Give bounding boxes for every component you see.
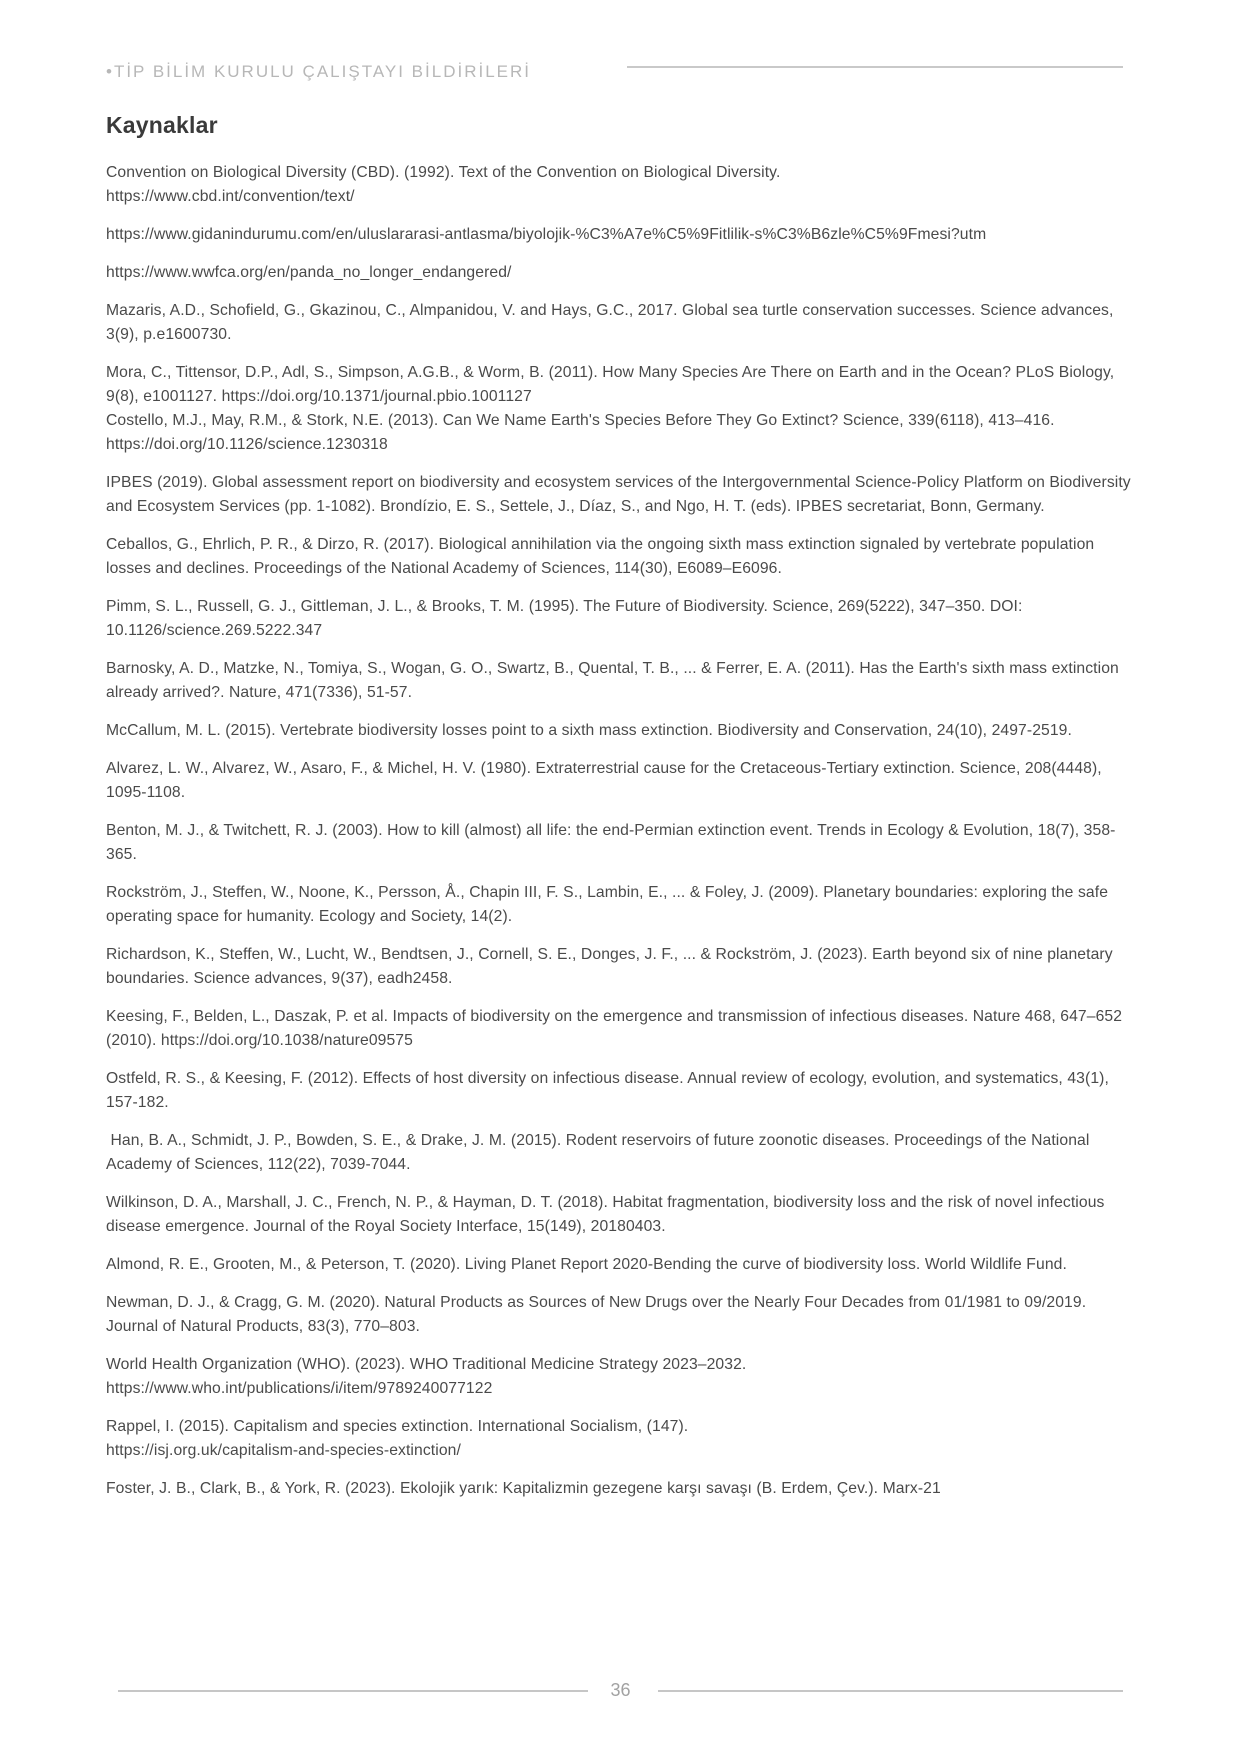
- reference-line: Mazaris, A.D., Schofield, G., Gkazinou, C., Almpanidou, V. and Hays, G.C., 2017. Global sea turtle conservation successes. Science advances, 3(9), p.e1600730.: [106, 302, 1118, 343]
- reference-line: Pimm, S. L., Russell, G. J., Gittleman, J. L., & Brooks, T. M. (1995). The Future of Biodiversity. Science, 269(5222), 347–350. DOI: 10.1126/science.269.5222.347: [106, 598, 1027, 639]
- content-column: [106, 112, 1138, 1515]
- reference-line: Rockström, J., Steffen, W., Noone, K., Persson, Å., Chapin III, F. S., Lambin, E., ... & Foley, J. (2009). Planetary boundaries: exploring the safe operating space for humanity. Ecology and Society, 14(2).: [106, 884, 1113, 925]
- reference-paragraph: [106, 1253, 1138, 1277]
- reference-paragraph: [106, 943, 1138, 991]
- header-rule: [627, 66, 1123, 68]
- reference-line: https://www.wwfca.org/en/panda_no_longer_endangered/: [106, 264, 512, 281]
- reference-line: Han, B. A., Schmidt, J. P., Bowden, S. E., & Drake, J. M. (2015). Rodent reservoirs of future zoonotic diseases. Proceedings of the National Academy of Sciences, 112(22), 7039-7044.: [106, 1132, 1094, 1173]
- reference-paragraph: [106, 261, 1138, 285]
- reference-line: https://www.who.int/publications/i/item/9789240077122: [106, 1380, 493, 1397]
- reference-line: Costello, M.J., May, R.M., & Stork, N.E. (2013). Can We Name Earth's Species Before They Go Extinct? Science, 339(6118), 413–416. https://doi.org/10.1126/science.1230318: [106, 412, 1060, 453]
- reference-line: Richardson, K., Steffen, W., Lucht, W., Bendtsen, J., Cornell, S. E., Donges, J. F., ... & Rockström, J. (2023). Earth beyond six of nine planetary boundaries. Science advances, 9(37), eadh2458.: [106, 946, 1118, 987]
- reference-paragraph: [106, 1191, 1138, 1239]
- reference-paragraph: [106, 299, 1138, 347]
- reference-paragraph: [106, 471, 1138, 519]
- reference-line: https://isj.org.uk/capitalism-and-species-extinction/: [106, 1442, 461, 1459]
- reference-paragraph: [106, 1005, 1138, 1053]
- reference-paragraph: [106, 757, 1138, 805]
- reference-line: Foster, J. B., Clark, B., & York, R. (2023). Ekolojik yarık: Kapitalizmin gezegene karşı savaşı (B. Erdem, Çev.). Marx-21: [106, 1480, 941, 1497]
- page-title: Kaynaklar: [106, 112, 218, 138]
- reference-line: Ceballos, G., Ehrlich, P. R., & Dirzo, R. (2017). Biological annihilation via the ongoing sixth mass extinction signaled by vertebrate population losses and declines. Proceedings of the National Academy of Sciences, 114(30), E6089–E6096.: [106, 536, 1099, 577]
- reference-line: McCallum, M. L. (2015). Vertebrate biodiversity losses point to a sixth mass extinction. Biodiversity and Conservation, 24(10), 2497-2519.: [106, 722, 1072, 739]
- reference-line: https://www.cbd.int/convention/text/: [106, 188, 355, 205]
- reference-line: Rappel, I. (2015). Capitalism and species extinction. International Socialism, (147).: [106, 1418, 689, 1435]
- page-number: 36: [610, 1680, 631, 1700]
- reference-paragraph: [106, 595, 1138, 643]
- reference-paragraph: [106, 361, 1138, 457]
- reference-paragraph: [106, 819, 1138, 867]
- reference-paragraph: [106, 533, 1138, 581]
- reference-line: IPBES (2019). Global assessment report on biodiversity and ecosystem services of the Intergovernmental Science-Policy Platform on Biodiversity and Ecosystem Services (pp. 1-1082). Brondízio, E. S., Settele, J., Díaz, S., and Ngo, H. T. (eds). IPBES secretariat, Bonn, Germany.: [106, 474, 1136, 515]
- reference-paragraph: [106, 1477, 1138, 1501]
- reference-line: Keesing, F., Belden, L., Daszak, P. et al. Impacts of biodiversity on the emergence and transmission of infectious diseases. Nature 468, 647–652 (2010). https://doi.org/10.1038/nature09575: [106, 1008, 1127, 1049]
- reference-paragraph: [106, 223, 1138, 247]
- reference-line: Alvarez, L. W., Alvarez, W., Asaro, F., & Michel, H. V. (1980). Extraterrestrial cause for the Cretaceous-Tertiary extinction. Science, 208(4448), 1095-1108.: [106, 760, 1107, 801]
- reference-paragraph: [106, 1291, 1138, 1339]
- reference-line: https://www.gidanindurumu.com/en/uluslararasi-antlasma/biyolojik-%C3%A7e%C5%9Fitlilik-s%C3%B6zle%C5%9Fmesi?utm: [106, 226, 987, 243]
- reference-line: Wilkinson, D. A., Marshall, J. C., French, N. P., & Hayman, D. T. (2018). Habitat fragmentation, biodiversity loss and the risk of novel infectious disease emergence. Journal of the Royal Society Interface, 15(149), 20180403.: [106, 1194, 1109, 1235]
- reference-line: Barnosky, A. D., Matzke, N., Tomiya, S., Wogan, G. O., Swartz, B., Quental, T. B., ... & Ferrer, E. A. (2011). Has the Earth's sixth mass extinction already arrived?. Nature, 471(7336), 51-57.: [106, 660, 1124, 701]
- reference-paragraph: [106, 1415, 1138, 1463]
- reference-line: Mora, C., Tittensor, D.P., Adl, S., Simpson, A.G.B., & Worm, B. (2011). How Many Species Are There on Earth and in the Ocean? PLoS Biology, 9(8), e1001127. https://doi.org/10.1371/journal.pbio.1001127: [106, 364, 1119, 405]
- references-list: [106, 161, 1138, 1501]
- reference-line: Convention on Biological Diversity (CBD). (1992). Text of the Convention on Biological Diversity.: [106, 164, 781, 181]
- reference-paragraph: [106, 1129, 1138, 1177]
- reference-line: World Health Organization (WHO). (2023). WHO Traditional Medicine Strategy 2023–2032.: [106, 1356, 747, 1373]
- reference-line: Ostfeld, R. S., & Keesing, F. (2012). Effects of host diversity on infectious disease. Annual review of ecology, evolution, and systematics, 43(1), 157-182.: [106, 1070, 1114, 1111]
- reference-line: Benton, M. J., & Twitchett, R. J. (2003). How to kill (almost) all life: the end-Permian extinction event. Trends in Ecology & Evolution, 18(7), 358-365.: [106, 822, 1116, 863]
- reference-paragraph: [106, 1067, 1138, 1115]
- reference-paragraph: [106, 161, 1138, 209]
- running-header: •TİP BİLİM KURULU ÇALIŞTAYI BİLDİRİLERİ: [106, 62, 531, 81]
- reference-paragraph: [106, 719, 1138, 743]
- reference-paragraph: [106, 881, 1138, 929]
- reference-paragraph: [106, 1353, 1138, 1401]
- reference-line: Newman, D. J., & Cragg, G. M. (2020). Natural Products as Sources of New Drugs over the Nearly Four Decades from 01/1981 to 09/2019. Journal of Natural Products, 83(3), 770–803.: [106, 1294, 1091, 1335]
- footer-rule-right: [658, 1690, 1123, 1692]
- reference-paragraph: [106, 657, 1138, 705]
- reference-line: Almond, R. E., Grooten, M., & Peterson, T. (2020). Living Planet Report 2020-Bending the curve of biodiversity loss. World Wildlife Fund.: [106, 1256, 1067, 1273]
